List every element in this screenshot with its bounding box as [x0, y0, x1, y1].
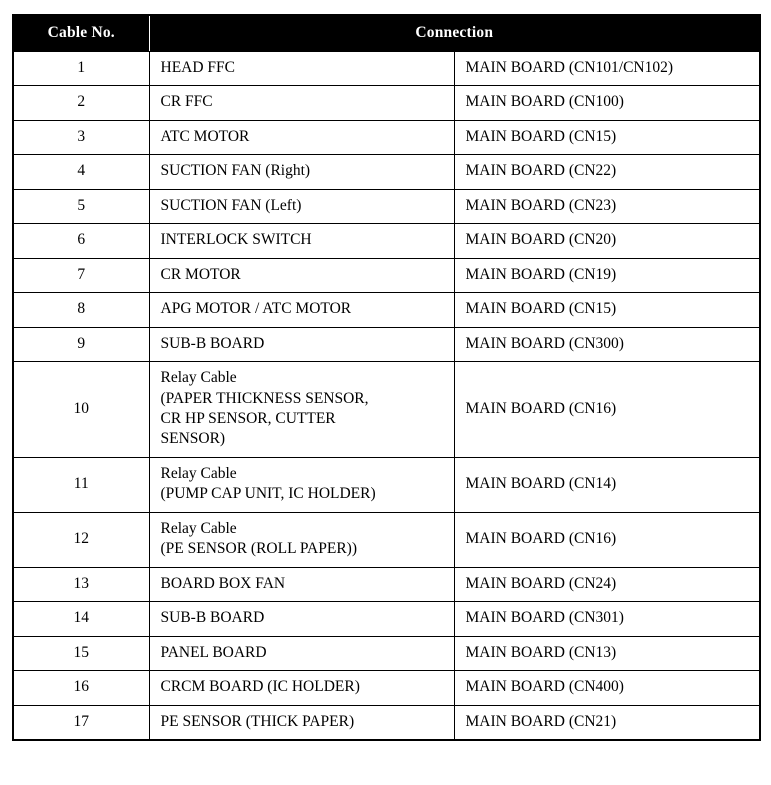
- cell-connection: MAIN BOARD (CN100): [454, 86, 760, 120]
- cell-connection: MAIN BOARD (CN15): [454, 120, 760, 154]
- cell-cable-no: 1: [13, 52, 149, 86]
- cell-connection: MAIN BOARD (CN22): [454, 155, 760, 189]
- cell-cable-no: 4: [13, 155, 149, 189]
- cell-cable-name-line: (PAPER THICKNESS SENSOR,: [160, 389, 369, 407]
- cell-connection: MAIN BOARD (CN16): [454, 512, 760, 567]
- column-header-cable-no: Cable No.: [13, 15, 149, 52]
- cell-cable-name: [149, 52, 454, 86]
- table-row: [13, 327, 760, 361]
- cell-cable-name-line: (PE SENSOR (ROLL PAPER)): [160, 540, 358, 558]
- cell-cable-name-line: SENSOR): [160, 430, 226, 448]
- cell-cable-name-line: (PUMP CAP UNIT, IC HOLDER): [160, 485, 376, 503]
- cell-cable-no: 3: [13, 120, 149, 154]
- cell-cable-name-line: BOARD BOX FAN: [160, 574, 286, 592]
- cell-cable-name-line: Relay Cable: [160, 369, 237, 387]
- cell-cable-name: [149, 327, 454, 361]
- table-row: [13, 362, 760, 458]
- cell-cable-name-line: SUB-B BOARD: [160, 334, 265, 352]
- table-row: [13, 567, 760, 601]
- cell-cable-name: [149, 189, 454, 223]
- cell-cable-name-line: SUCTION FAN (Left): [160, 196, 302, 214]
- table-row: [13, 457, 760, 512]
- cell-connection: MAIN BOARD (CN400): [454, 671, 760, 705]
- cell-cable-name: [149, 155, 454, 189]
- cell-cable-name: [149, 512, 454, 567]
- table-row: [13, 512, 760, 567]
- cell-cable-name-line: SUB-B BOARD: [160, 609, 265, 627]
- table-row: [13, 705, 760, 740]
- cell-cable-name-line: CR HP SENSOR, CUTTER: [160, 409, 336, 427]
- cell-connection: MAIN BOARD (CN24): [454, 567, 760, 601]
- cell-cable-name: [149, 567, 454, 601]
- cell-cable-name: [149, 86, 454, 120]
- cell-connection: MAIN BOARD (CN19): [454, 258, 760, 292]
- table-body: [13, 52, 760, 740]
- cell-connection: MAIN BOARD (CN20): [454, 224, 760, 258]
- cell-cable-name-line: APG MOTOR / ATC MOTOR: [160, 300, 352, 318]
- column-header-connection: Connection: [149, 15, 760, 52]
- cell-connection: MAIN BOARD (CN301): [454, 602, 760, 636]
- cell-cable-no: 2: [13, 86, 149, 120]
- cell-cable-no: 10: [13, 362, 149, 458]
- table-row: [13, 155, 760, 189]
- cell-cable-name: [149, 224, 454, 258]
- table-header: [13, 15, 760, 52]
- cell-cable-no: 9: [13, 327, 149, 361]
- cell-connection: MAIN BOARD (CN13): [454, 636, 760, 670]
- cell-connection: MAIN BOARD (CN16): [454, 362, 760, 458]
- table-row: [13, 189, 760, 223]
- table-row: [13, 120, 760, 154]
- table-row: [13, 293, 760, 327]
- cell-cable-name-line: CRCM BOARD (IC HOLDER): [160, 678, 360, 696]
- cell-cable-no: 17: [13, 705, 149, 740]
- cell-connection: MAIN BOARD (CN21): [454, 705, 760, 740]
- cell-connection: MAIN BOARD (CN14): [454, 457, 760, 512]
- cell-cable-name-line: PE SENSOR (THICK PAPER): [160, 712, 355, 730]
- cell-cable-name: [149, 457, 454, 512]
- cell-cable-no: 13: [13, 567, 149, 601]
- cell-cable-name: [149, 293, 454, 327]
- cell-cable-name-line: Relay Cable: [160, 519, 237, 537]
- table-row: [13, 52, 760, 86]
- cell-cable-name-line: HEAD FFC: [160, 59, 236, 76]
- cell-cable-name: [149, 120, 454, 154]
- cell-connection: MAIN BOARD (CN300): [454, 327, 760, 361]
- cell-cable-name: [149, 671, 454, 705]
- cell-cable-name: [149, 705, 454, 740]
- table-row: [13, 671, 760, 705]
- cell-cable-name-line: INTERLOCK SWITCH: [160, 231, 312, 249]
- cell-cable-no: 6: [13, 224, 149, 258]
- table-row: [13, 86, 760, 120]
- cell-cable-no: 15: [13, 636, 149, 670]
- table-row: [13, 602, 760, 636]
- cell-connection: MAIN BOARD (CN23): [454, 189, 760, 223]
- cell-cable-no: 8: [13, 293, 149, 327]
- cell-cable-no: 11: [13, 457, 149, 512]
- cell-cable-name-line: ATC MOTOR: [160, 127, 250, 145]
- cell-cable-name: [149, 602, 454, 636]
- cable-connection-table: [12, 14, 761, 741]
- table-row: [13, 224, 760, 258]
- table-header-row: [13, 15, 760, 52]
- cell-cable-name: [149, 258, 454, 292]
- cell-cable-no: 16: [13, 671, 149, 705]
- cell-cable-no: 7: [13, 258, 149, 292]
- cell-cable-name-line: Relay Cable: [160, 464, 237, 482]
- table-row: [13, 258, 760, 292]
- cell-cable-name: [149, 636, 454, 670]
- cell-cable-name-line: PANEL BOARD: [160, 643, 267, 661]
- cell-cable-no: 12: [13, 512, 149, 567]
- table-row: [13, 636, 760, 670]
- cell-cable-name-line: CR MOTOR: [160, 265, 241, 283]
- cell-connection: MAIN BOARD (CN15): [454, 293, 760, 327]
- cell-cable-name-line: CR FFC: [160, 93, 213, 111]
- cell-cable-no: 14: [13, 602, 149, 636]
- cell-connection: MAIN BOARD (CN101/CN102): [454, 52, 760, 86]
- cell-cable-name: [149, 362, 454, 458]
- cell-cable-name-line: SUCTION FAN (Right): [160, 162, 311, 180]
- cell-cable-no: 5: [13, 189, 149, 223]
